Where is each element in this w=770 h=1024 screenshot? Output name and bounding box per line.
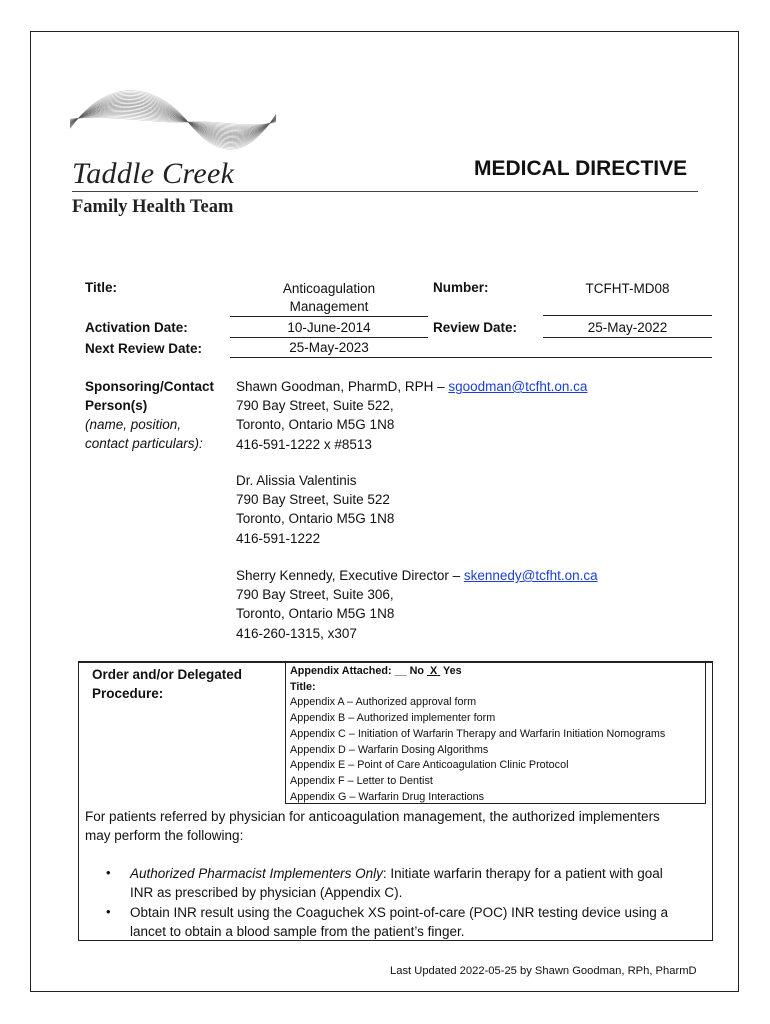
bullet2-line2: lancet to obtain a blood sample from the patient’s finger.	[130, 924, 465, 940]
review-date-label: Review Date:	[433, 320, 518, 335]
next-review-label: Next Review Date:	[85, 341, 203, 356]
order-label	[92, 665, 242, 703]
order-intro-line2: may perform the following:	[85, 828, 244, 844]
next-review-date: 25-May-2023	[289, 340, 369, 355]
contact3-address1: 790 Bay Street, Suite 306,	[236, 587, 394, 603]
contact3-address2: Toronto, Ontario M5G 1N8	[236, 606, 395, 622]
appendix-attached-label: Appendix Attached:	[290, 665, 392, 677]
appendix-item: Appendix F – Letter to Dentist	[290, 774, 433, 787]
bullet2-line1: Obtain INR result using the Coaguchek XS point-of-care (POC) INR testing device using a	[130, 905, 669, 920]
contact2-block	[236, 471, 394, 548]
contact3-block	[236, 566, 598, 643]
contact1-phone: 416-591-1222 x #8513	[236, 436, 372, 452]
contact1-email-link[interactable]: sgoodman@tcfht.on.ca	[448, 379, 588, 394]
contact1-address2: Toronto, Ontario M5G 1N8	[236, 417, 395, 433]
brand-name-line1: Taddle Creek	[72, 157, 235, 190]
bullet1-line2: INR as prescribed by physician (Appendix C).	[130, 885, 403, 901]
bullet-item-1	[130, 864, 663, 902]
appendix-item: Appendix B – Authorized implementer form	[290, 712, 496, 725]
sponsor-label-line4: contact particulars):	[85, 436, 203, 451]
sponsor-label-line2: Person(s)	[85, 398, 148, 413]
brand-name-line2: Family Health Team	[72, 197, 234, 217]
appendix-no: No	[409, 665, 424, 677]
appendix-item: Appendix A – Authorized approval form	[290, 696, 477, 709]
contact2-phone: 416-591-1222	[236, 530, 321, 546]
sponsor-label-line1: Sponsoring/Contact	[85, 379, 214, 394]
appendix-list	[290, 664, 665, 805]
page-title: MEDICAL DIRECTIVE	[474, 157, 688, 180]
contact2-address1: 790 Bay Street, Suite 522	[236, 492, 390, 508]
contact3-email-link[interactable]: skennedy@tcfht.on.ca	[463, 568, 598, 583]
appendix-no-blank: __	[394, 665, 407, 677]
contact1-block	[236, 377, 587, 454]
number-label: Number:	[433, 280, 489, 295]
next-review-value	[230, 339, 712, 358]
bullet-item-2	[130, 903, 668, 941]
contact1-name: Shawn Goodman, PharmD, RPH –	[236, 379, 449, 394]
bullet1-italic: Authorized Pharmacist Implementers Only	[130, 866, 383, 881]
appendix-attached-line	[290, 664, 665, 680]
order-label-line1: Order and/or Delegated	[92, 667, 243, 682]
contact2-name: Dr. Alissia Valentinis	[236, 473, 357, 488]
appendix-x-mark: X	[430, 665, 438, 677]
appendix-title-label: Title:	[290, 680, 316, 693]
order-intro	[85, 807, 660, 845]
taddle-creek-logo	[68, 84, 278, 154]
header-rule	[72, 191, 698, 192]
bullet1-rest: : Initiate warfarin therapy for a patient with goal	[382, 866, 663, 881]
title-value-line2: Management	[230, 298, 428, 317]
appendix-yes: Yes	[443, 665, 462, 677]
contact1-address1: 790 Bay Street, Suite 522,	[236, 398, 394, 414]
review-date-value: 25-May-2022	[543, 319, 712, 338]
appendix-item: Appendix G – Warfarin Drug Interactions	[290, 790, 485, 803]
contact3-phone: 416-260-1315, x307	[236, 625, 357, 641]
appendix-item: Appendix D – Warfarin Dosing Algorithms	[290, 743, 489, 756]
bullet-icon: •	[106, 865, 111, 880]
order-label-line2: Procedure:	[92, 686, 164, 701]
sponsor-label-line3: (name, position,	[85, 417, 182, 432]
contact1-name-line	[236, 377, 587, 396]
activation-date-value: 10-June-2014	[230, 319, 428, 338]
number-value: TCFHT-MD08	[543, 280, 712, 316]
contact3-name: Sherry Kennedy, Executive Director –	[236, 568, 464, 583]
title-label: Title:	[85, 280, 118, 295]
footer-last-updated: Last Updated 2022-05-25 by Shawn Goodman, RPh, PharmD	[390, 965, 697, 977]
title-value-line1: Anticoagulation	[282, 281, 376, 296]
contact2-address2: Toronto, Ontario M5G 1N8	[236, 511, 395, 527]
activation-date-label: Activation Date:	[85, 320, 188, 335]
contact3-name-line	[236, 566, 598, 585]
appendix-item: Appendix C – Initiation of Warfarin Therapy and Warfarin Initiation Nomograms	[290, 727, 666, 740]
order-intro-line1: For patients referred by physician for anticoagulation management, the authorized implementers	[85, 809, 660, 824]
bullet-icon: •	[106, 904, 111, 919]
appendix-item: Appendix E – Point of Care Anticoagulation Clinic Protocol	[290, 759, 569, 772]
